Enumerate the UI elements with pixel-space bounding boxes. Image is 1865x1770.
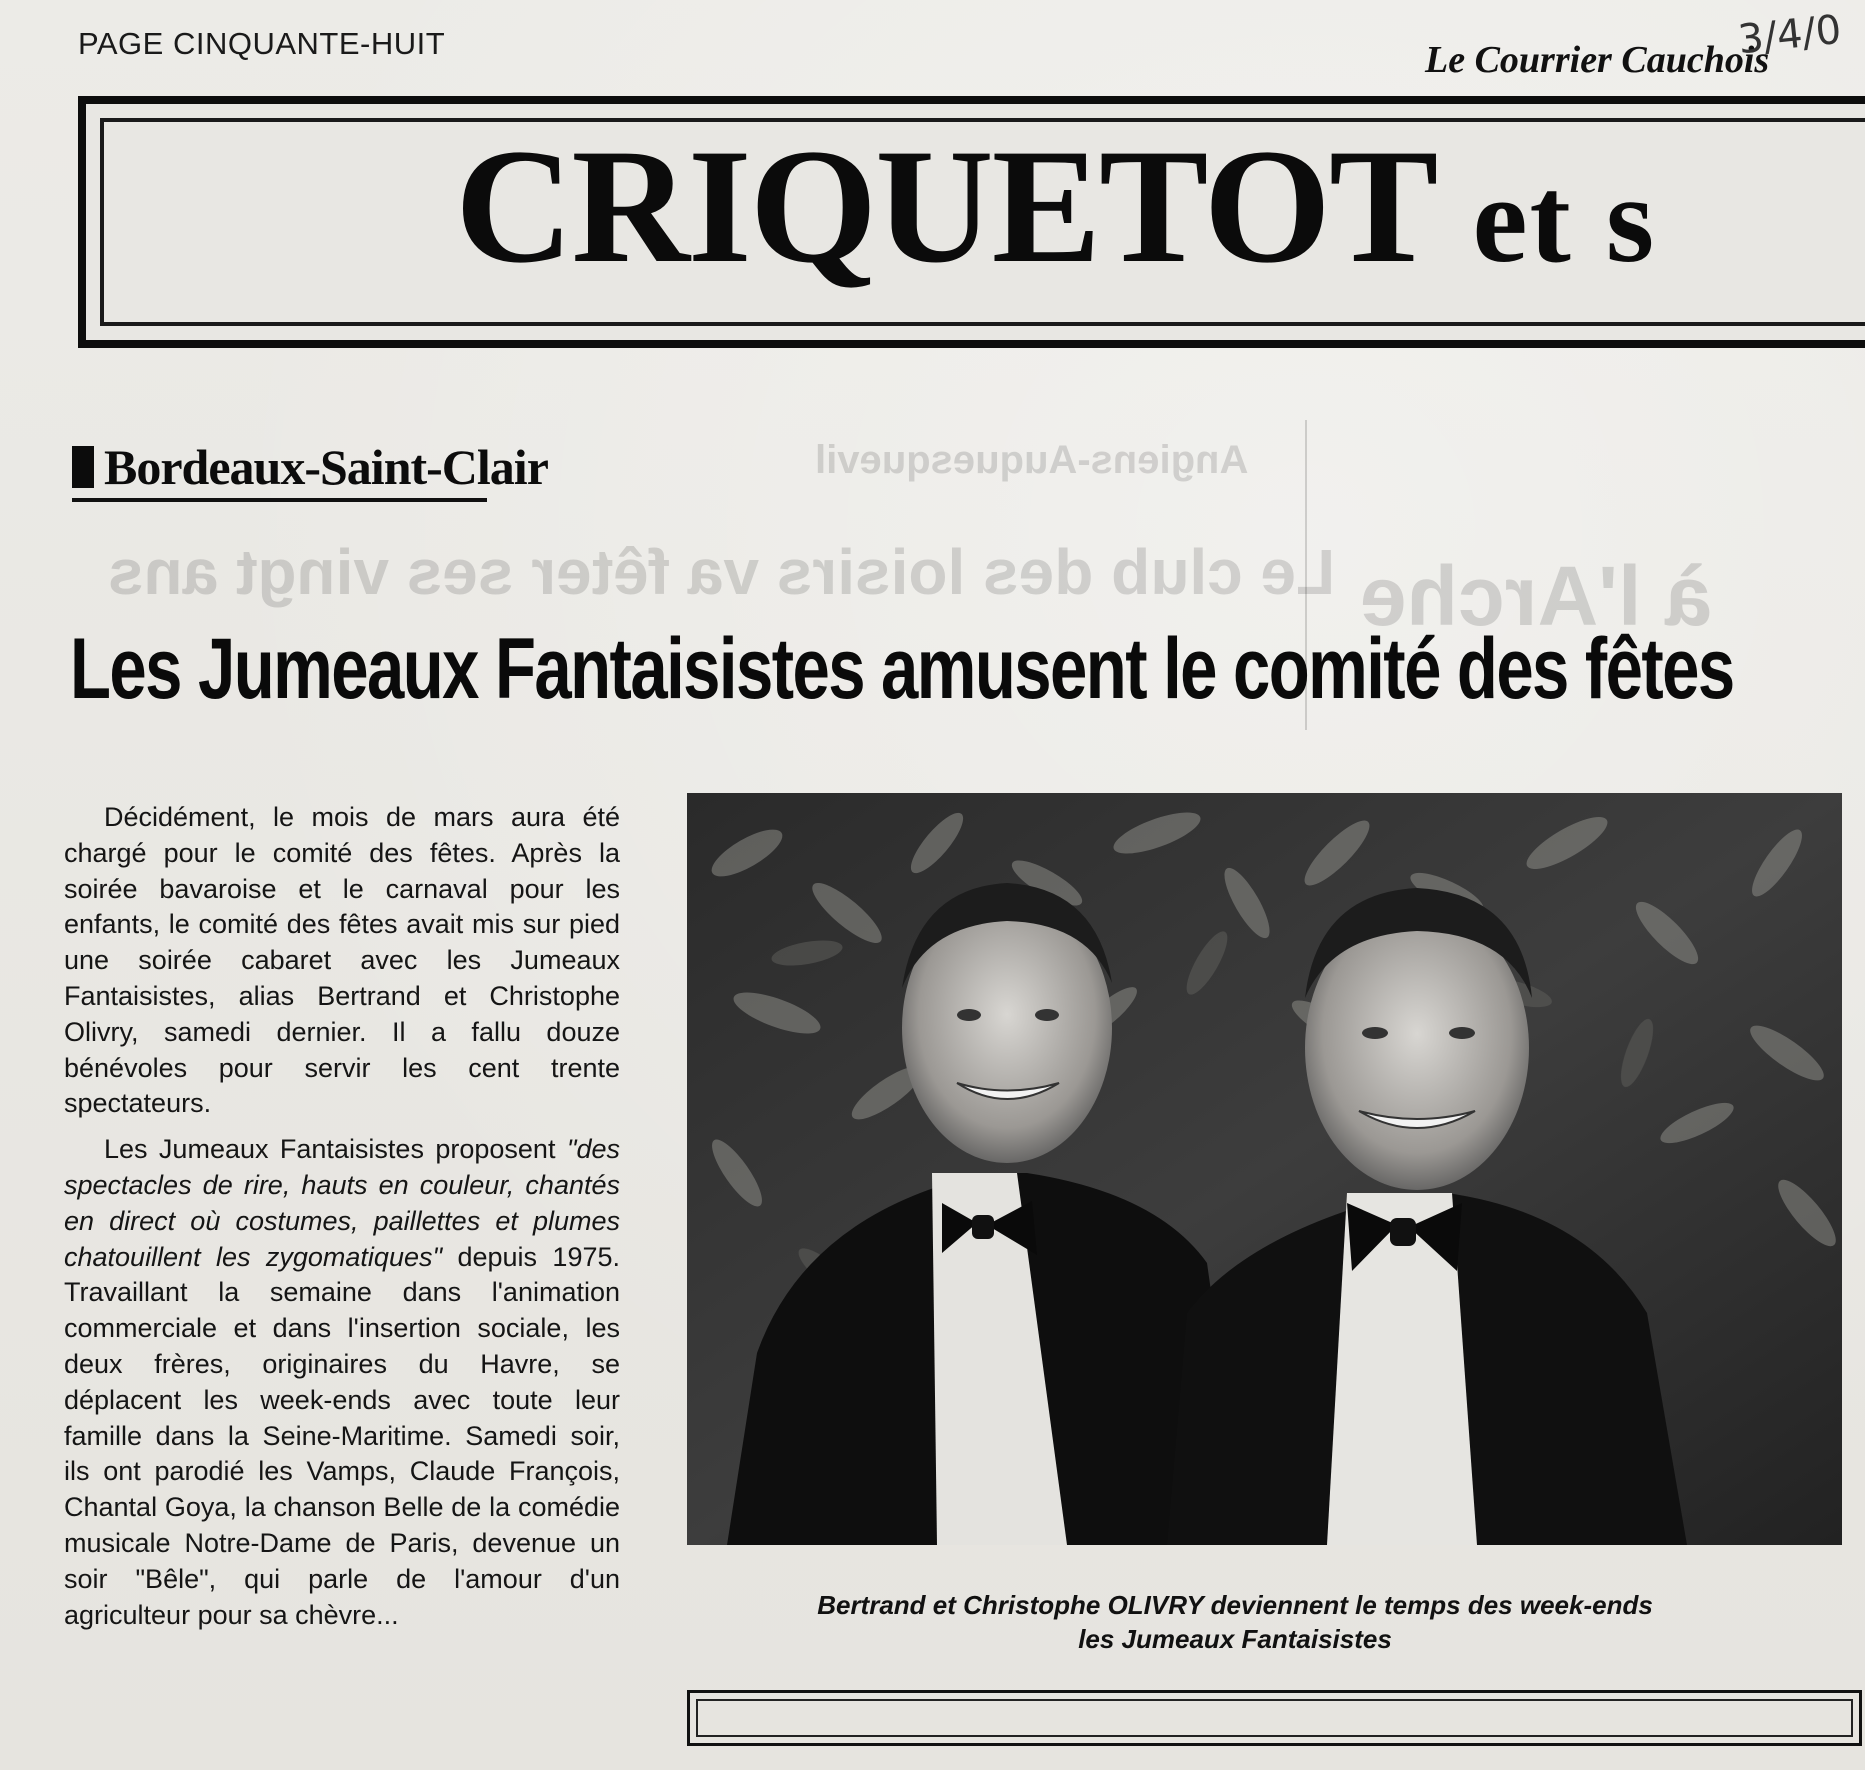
handwritten-date: 3/4/0 [1735,6,1844,64]
newspaper-masthead: Le Courrier Cauchois [1425,39,1770,81]
page-number: PAGE CINQUANTE-HUIT [78,26,446,61]
bottom-frame-inner [696,1699,1853,1737]
article-paragraph-1: Décidément, le mois de mars aura été chargé pour le comité des fêtes. Après la soirée bavaroise et le carnaval pour les enfants, le comité des fêtes avait mis sur pied une soirée cabaret avec les Jumeaux Fantaisistes, alias Bertrand et Christophe Olivry, samedi dernier. Il a fallu douze bénévoles pour servir les cent trente spectateurs. [64,802,620,1119]
photo-caption [620,1588,1850,1656]
article-headline: Les Jumeaux Fantaisistes amusent le comité des fêtes [70,621,1734,717]
locality-tag [72,435,548,499]
bleed-through-headline: Le club des loisirs va fêter ses vingt ans [108,536,1336,608]
locality-underline [72,498,487,502]
section-title [455,116,1657,297]
twins-photo-illustration [687,793,1842,1545]
section-title-main: CRIQUETOT [455,116,1434,297]
bleed-through-side: à l'Arche [1360,549,1712,643]
square-bullet-icon [72,446,94,488]
locality-name: Bordeaux-Saint-Clair [104,439,548,495]
bottom-frame-box [687,1690,1862,1746]
caption-line-2: les Jumeaux Fantaisistes [1078,1624,1392,1654]
section-title-tail: et s [1472,151,1657,288]
paragraph-2-start: Les Jumeaux Fantaisistes proposent [104,1134,556,1165]
article-body [64,800,620,1643]
bleed-through-locality: Angiens-Auquesquevil [815,438,1249,482]
caption-line-1: Bertrand et Christophe OLIVRY deviennent le temps des week-ends [817,1590,1653,1620]
paragraph-2-quote: "des spectacles de rire, hauts en couleur, chantés en direct où costumes, paillettes et plumes chatouillent les zygomatiques" [64,1134,620,1272]
paragraph-2-rest: depuis 1975. Travaillant la semaine dans l'animation commerciale et dans l'insertion sociale, les deux frères, originaires du Havre, se déplacent les week-ends avec toute leur famille dans la Seine-Maritime. Samedi soir, ils ont parodié les Vamps, Claude François, Chantal Goya, la chanson Belle de la comédie musicale Notre-Dame de Paris, devenue un soir "Bêle", qui parle de l'amour d'un agriculteur pour sa chèvre... [64,1241,620,1630]
article-paragraph-2 [64,1132,620,1633]
article-photo [687,793,1842,1545]
